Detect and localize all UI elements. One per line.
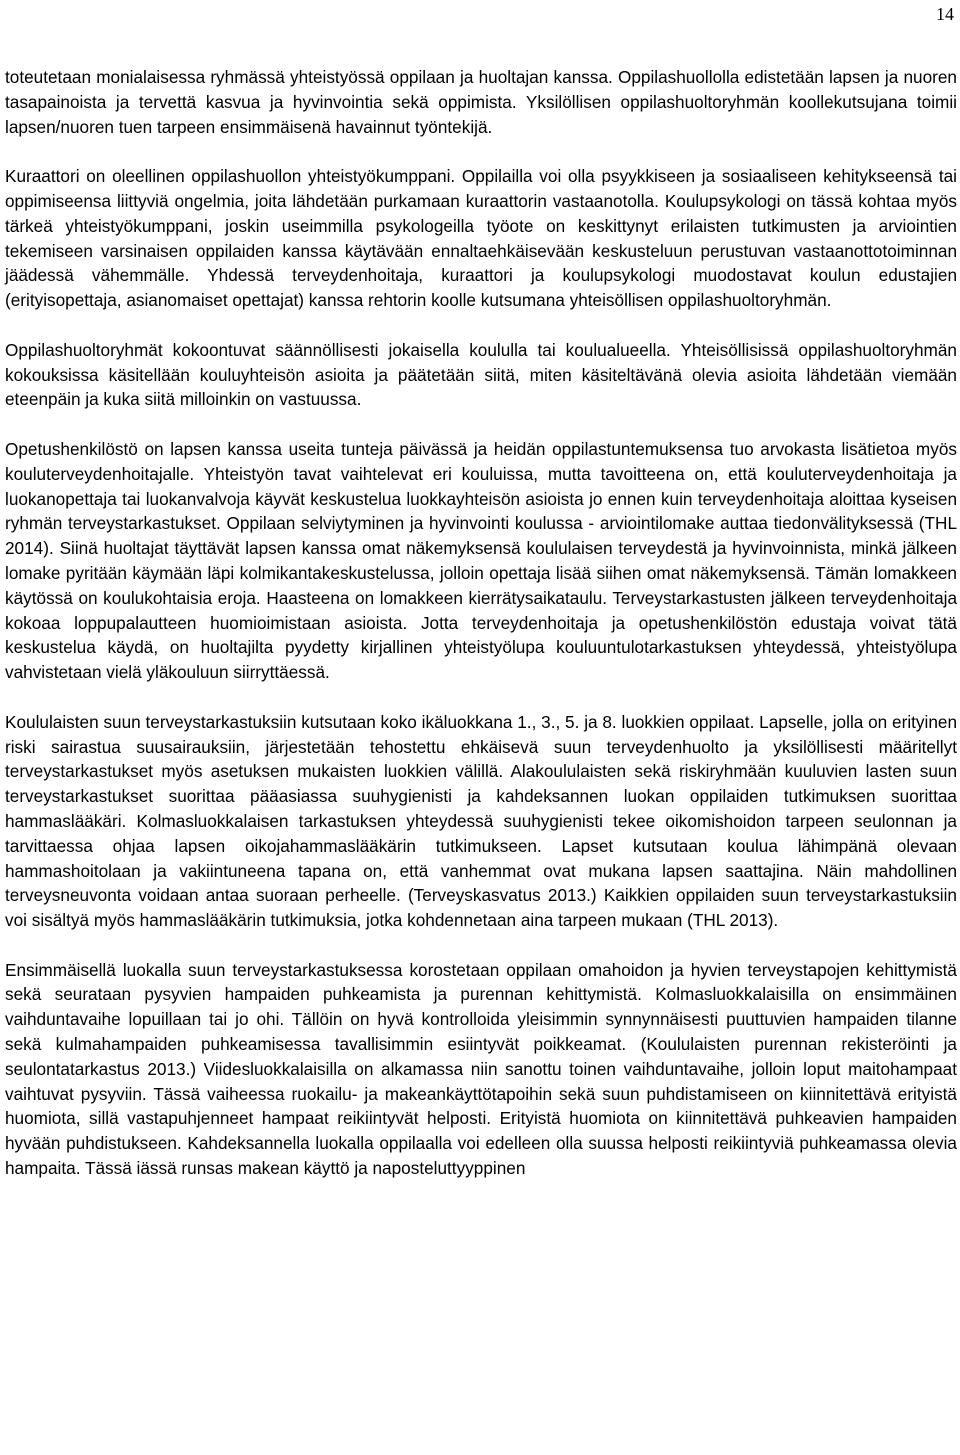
paragraph: Kuraattori on oleellinen oppilashuollon yhteistyökumppani. Oppilailla voi olla psyykkiseen ja sosiaaliseen kehitykseensä tai oppimiseensa liittyviä ongelmia, joita lähdetään purkamaan kuraattorin vastaanotolla. Koulupsykologi on tässä kohtaa myös tärkeä yhteistyökumppani, joskin useimmilla psykologeilla työote on keskittynyt erilaisten tutkimusten ja arviointien tekemiseen varsinaisen oppilaiden kanssa käytävään ennaltaehkäisevään keskusteluun perustuvan vastaanottotoiminnan jäädessä vähemmälle. Yhdessä terveydenhoitaja, kuraattori ja koulupsykologi muodostavat koulun edustajien (erityisopettaja, asianomaiset opettajat) kanssa rehtorin koolle kutsumana yhteisöllisen oppilashuoltoryhmän. [5, 166, 957, 311]
paragraph: Oppilashuoltoryhmät kokoontuvat säännöllisesti jokaisella koululla tai koulualueella. Yhteisöllisissä oppilashuoltoryhmän kokouksissa käsitellään kouluyhteisön asioita ja päätetään siitä, miten käsiteltävänä olevia asioita lähdetään viemään eteenpäin ja kuka siitä milloinkin on vastuussa. [5, 339, 957, 410]
paragraph: Ensimmäisellä luokalla suun terveystarkastuksessa korostetaan oppilaan omahoidon ja hyvien terveystapojen kehittymistä sekä seurataan pysyvien hampaiden puhkeamista ja purennan kehittymistä. Kolmasluokkalaisilla on ensimmäinen vaihduntavaihe lopuillaan tai jo ohi. Tällöin on hyvä kontrolloida yleisimmin synnynnäisesti puuttuvien hampaiden tilanne sekä kulmahampaiden puhkeamisessa tavallisimmin esiintyvät poikkeamat. (Koululaisten purennan rekisteröinti ja seulontatarkastus 2013.) Viidesluokkalaisilla on alkamassa niin sanottu toinen vaihduntavaihe, jolloin loput maitohampaat vaihtuvat pysyviin. Tässä vaiheessa ruokailu- ja makeankäyttötapoihin sekä suun puhdistamiseen on kiinnitettävä erityistä huomiota, sillä vastapuhjenneet hampaat reikiintyvät helposti. Erityistä huomiota on kiinnitettävä puhkeavien hampaiden hyvään puhdistukseen. Kahdeksannella luokalla oppilaalla voi edelleen olla suussa helposti reikiintyviä puhkeamassa olevia hampaita. Tässä iässä runsas makean käyttö ja naposteluttyyppinen [5, 959, 957, 1179]
paragraph: Koululaisten suun terveystarkastuksiin kutsutaan koko ikäluokkana 1., 3., 5. ja 8. luokkien oppilaat. Lapselle, jolla on erityinen riski sairastua suusairauksiin, järjestetään tehostettu ehkäisevä suun terveydenhuolto ja yksilöllisesti määritellyt terveystarkastukset myös asetuksen mukaisten luokkien välillä. Alakoululaisten sekä riskiryhmään kuuluvien lasten suun terveystarkastukset suorittaa pääasiassa suuhygienisti ja kahdeksannen luokan oppilaiden tutkimuksen suorittaa hammaslääkäri. Kolmasluokkalaisen tarkastuksen yhteydessä suuhygienisti tekee oikomishoidon tarpeen seulonnan ja tarvittaessa ohjaa lapsen oikojahammaslääkärin tutkimukseen. Lapset kutsutaan koulua lähimpänä olevaan hammashoitolaan ja vakiintuneena tapana on, että vanhemmat ovat mukana lapsen saattajina. Näin mahdollinen terveysneuvonta voidaan antaa suoraan perheelle. (Terveyskasvatus 2013.) Kaikkien oppilaiden suun terveystarkastuksiin voi sisältyä myös hammaslääkärin tutkimuksia, jotka kohdennetaan aina tarpeen mukaan (THL 2013). [5, 711, 957, 931]
page-number: 14 [936, 4, 954, 24]
document-body [5, 65, 957, 1181]
paragraph: toteutetaan monialaisessa ryhmässä yhteistyössä oppilaan ja huoltajan kanssa. Oppilashuollolla edistetään lapsen ja nuoren tasapainoista ja tervettä kasvua ja hyvinvointia sekä oppimista. Yksilöllisen oppilashuoltoryhmän koollekutsujana toimii lapsen/nuoren tuen tarpeen ensimmäisenä havainnut työntekijä. [5, 67, 957, 137]
paragraph: Opetushenkilöstö on lapsen kanssa useita tunteja päivässä ja heidän oppilastuntemuksensa tuo arvokasta lisätietoa myös kouluterveydenhoitajalle. Yhteistyön tavat vaihtelevat eri kouluissa, mutta tavoitteena on, että kouluterveydenhoitaja ja luokanopettaja tai luokanvalvoja käyvät keskustelua luokkayhteisön asioista jo ennen kuin terveydenhoitaja aloittaa kyseisen ryhmän terveystarkastukset. Oppilaan selviytyminen ja hyvinvointi koulussa - arviointilomake auttaa tiedonvälityksessä (THL 2014). Siinä huoltajat täyttävät lapsen kanssa omat näkemyksensä koululaisen terveydestä ja hyvinvoinnista, minkä jälkeen lomake pyritään käymään läpi kolmikantakeskustelussa, jolloin opettaja lisää siihen omat näkemyksensä. Tämän lomakkeen käytössä on koulukohtaisia eroja. Haasteena on lomakkeen kierrätysaikataulu. Terveystarkastusten jälkeen terveydenhoitaja kokoaa loppupalautteen huomioimistaan asioista. Jotta terveydenhoitaja ja opetushenkilöstön edustaja voivat tätä keskustelua käydä, on huoltajilta pyydetty kirjallinen yhteistyölupa kouluuntulotarkastuksen yhteydessä, yhteistyölupa vahvistetaan vielä yläkouluun siirryttäessä. [5, 438, 957, 683]
